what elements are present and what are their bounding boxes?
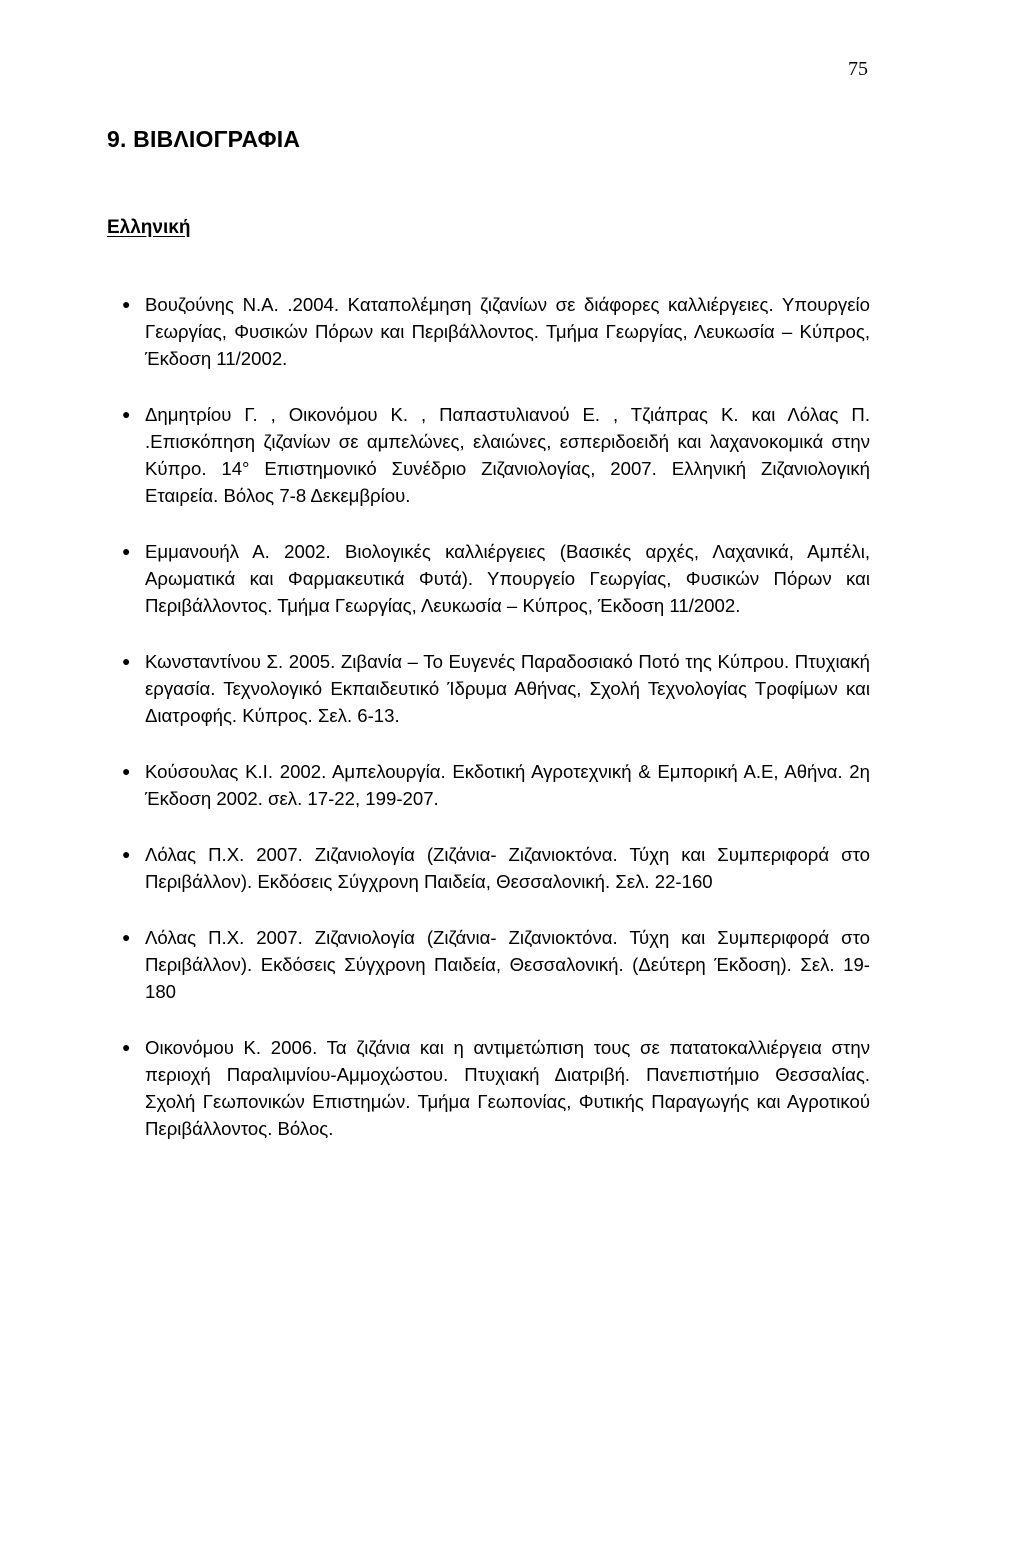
- reference-text: Βουζούνης Ν.Α. .2004. Καταπολέμηση ζιζανίων σε διάφορες καλλιέργειες. Υπουργείο Γεωργίας, Φυσικών Πόρων και Περιβάλλοντος. Τμήμα Γεωργίας, Λευκωσία – Κύπρος, Έκδοση 11/2002.: [145, 294, 870, 369]
- page-number: 75: [848, 58, 868, 80]
- reference-text: Λόλας Π.Χ. 2007. Ζιζανιολογία (Ζιζάνια- Ζιζανιοκτόνα. Τύχη και Συμπεριφορά στο Περιβάλλον). Εκδόσεις Σύγχρονη Παιδεία, Θεσσαλονική. Σελ. 22-160: [145, 844, 870, 892]
- bullet-icon: ●: [122, 763, 131, 779]
- bullet-icon: ●: [122, 846, 131, 862]
- reference-item: [122, 648, 870, 729]
- reference-item: [122, 401, 870, 509]
- reference-item: [122, 758, 870, 812]
- reference-item: [122, 538, 870, 619]
- reference-list: [0, 291, 870, 1171]
- reference-text: Οικονόμου Κ. 2006. Τα ζιζάνια και η αντιμετώπιση τους σε πατατοκαλλιέργεια στην περιοχή Παραλιμνίου-Αμμοχώστου. Πτυχιακή Διατριβή. Πανεπιστήμιο Θεσσαλίας. Σχολή Γεωπονικών Επιστημών. Τμήμα Γεωπονίας, Φυτικής Παραγωγής και Αγροτικού Περιβάλλοντος. Βόλος.: [145, 1037, 870, 1139]
- bullet-icon: ●: [122, 543, 131, 559]
- reference-item: [122, 291, 870, 372]
- bullet-icon: ●: [122, 406, 131, 422]
- section-title: Ελληνική: [107, 217, 191, 238]
- reference-text: Εμμανουήλ Α. 2002. Βιολογικές καλλιέργειες (Βασικές αρχές, Λαχανικά, Αμπέλι, Αρωματικά και Φαρμακευτικά Φυτά). Υπουργείο Γεωργίας, Φυσικών Πόρων και Περιβάλλοντος. Τμήμα Γεωργίας, Λευκωσία – Κύπρος, Έκδοση 11/2002.: [145, 541, 870, 616]
- chapter-title: 9. ΒΙΒΛΙΟΓΡΑΦΙΑ: [107, 126, 301, 152]
- bullet-icon: ●: [122, 653, 131, 669]
- reference-text: Δημητρίου Γ. , Οικονόμου Κ. , Παπαστυλιανού Ε. , Τζιάπρας Κ. και Λόλας Π. .Επισκόπηση ζιζανίων σε αμπελώνες, ελαιώνες, εσπεριδοειδή και λαχανοκομικά στην Κύπρο. 14° Επιστημονικό Συνέδριο Ζιζανιολογίας, 2007. Ελληνική Ζιζανιολογική Εταιρεία. Βόλος 7-8 Δεκεμβρίου.: [145, 404, 870, 506]
- reference-text: Κούσουλας Κ.Ι. 2002. Αμπελουργία. Εκδοτική Αγροτεχνική & Εμπορική Α.Ε, Αθήνα. 2η Έκδοση 2002. σελ. 17-22, 199-207.: [145, 761, 870, 809]
- reference-item: [122, 924, 870, 1005]
- bullet-icon: ●: [122, 1039, 131, 1055]
- bullet-icon: ●: [122, 929, 131, 945]
- reference-text: Κωνσταντίνου Σ. 2005. Ζιβανία – Το Ευγενές Παραδοσιακό Ποτό της Κύπρου. Πτυχιακή εργασία. Τεχνολογικό Εκπαιδευτικό Ίδρυμα Αθήνας, Σχολή Τεχνολογίας Τροφίμων και Διατροφής. Κύπρος. Σελ. 6-13.: [145, 651, 870, 726]
- reference-text: Λόλας Π.Χ. 2007. Ζιζανιολογία (Ζιζάνια- Ζιζανιοκτόνα. Τύχη και Συμπεριφορά στο Περιβάλλον). Εκδόσεις Σύγχρονη Παιδεία, Θεσσαλονική. (Δεύτερη Έκδοση). Σελ. 19-180: [145, 927, 870, 1002]
- reference-item: [122, 1034, 870, 1142]
- reference-item: [122, 841, 870, 895]
- bullet-icon: ●: [122, 296, 131, 312]
